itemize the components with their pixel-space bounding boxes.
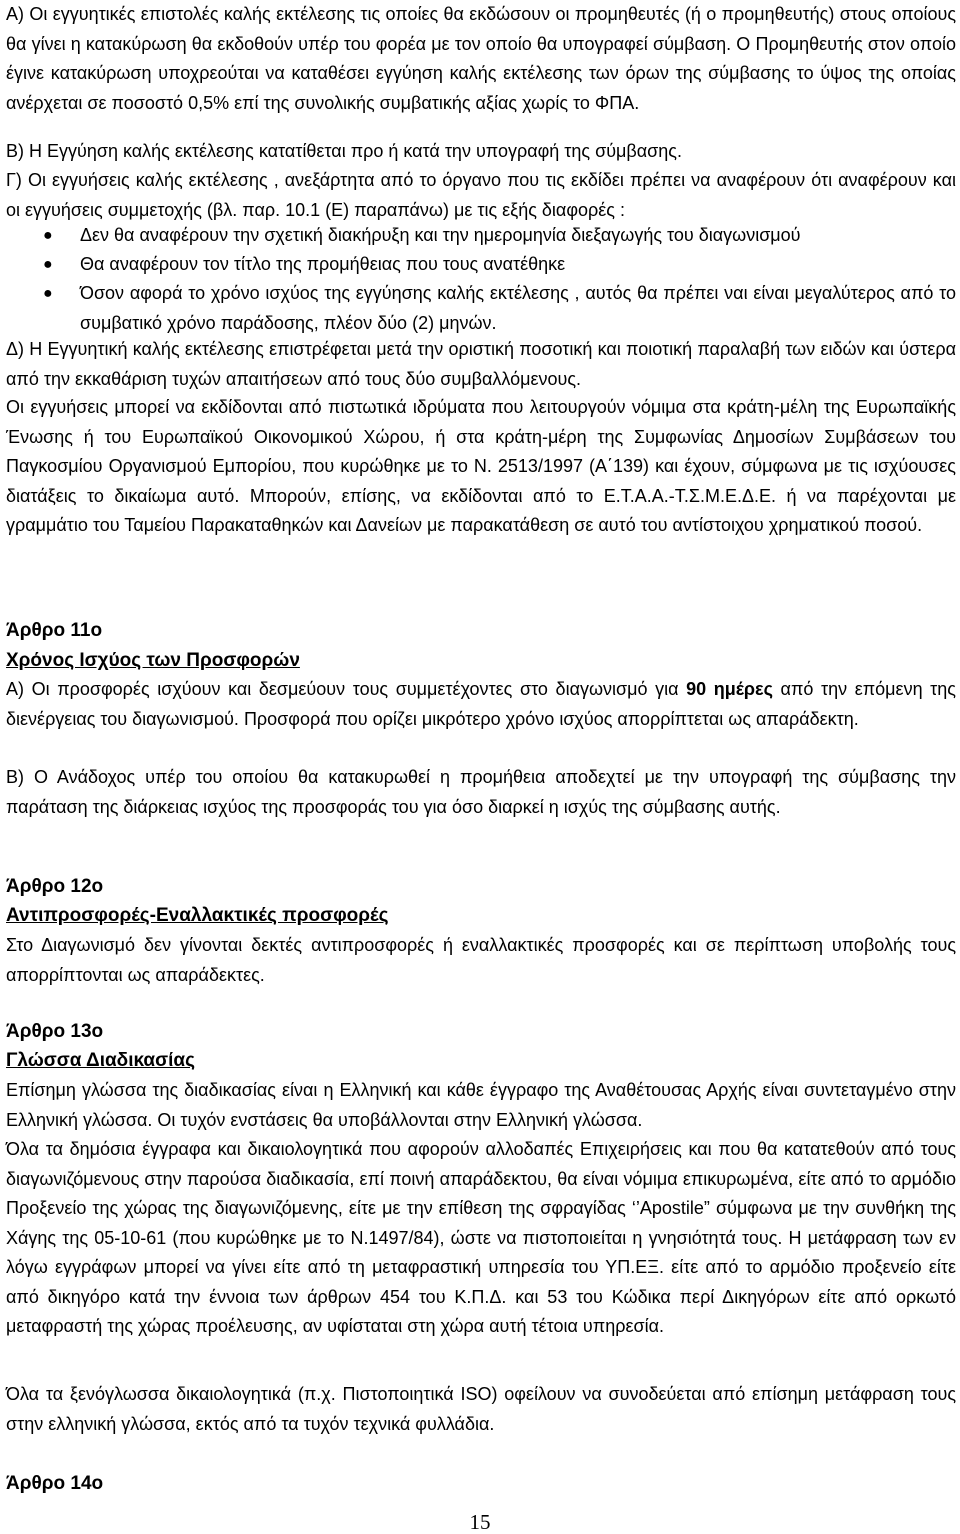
list-item-text: Δεν θα αναφέρουν την σχετική διακήρυξη και την ημερομηνία διεξαγωγής του διαγωνισμού	[80, 225, 801, 245]
article-11-paragraph-a: Α) Οι προσφορές ισχύουν και δεσμεύουν τους συμμετέχοντες στο διαγωνισμό για 90 ημέρες από την επόμενη της διενέργειας του διαγωνισμού. Προσφορά που ορίζει μικρότερο χρόνο ισχύος απορρίπτεται ως απαράδεκτη.	[6, 679, 956, 729]
list-item-text: Θα αναφέρουν τον τίτλο της προμήθειας που τους ανατέθηκε	[80, 254, 566, 274]
article-11-heading: Άρθρο 11ο	[6, 620, 103, 641]
bullet-icon: ●	[43, 256, 53, 273]
paragraph-guarantee-g: Γ) Οι εγγυήσεις καλής εκτέλεσης , ανεξάρτητα από το όργανο που τις εκδίδει πρέπει να αναφέρουν ότι αναφέρουν και οι εγγυήσεις συμμετοχής (βλ. παρ. 10.1 (Ε) παραπάνω) με τις εξής διαφορές :	[6, 170, 956, 220]
article-13-paragraph-3: Όλα τα ξενόγλωσσα δικαιολογητικά (π.χ. Πιστοποιητικά ISO) οφείλουν να συνοδεύεται από επίσημη μετάφραση τους στην ελληνική γλώσσα, εκτός από τα τυχόν τεχνικά φυλλάδια.	[6, 1384, 956, 1434]
article-12-heading: Άρθρο 12ο	[6, 876, 104, 897]
article-13-heading: Άρθρο 13ο	[6, 1021, 104, 1042]
page-number: 15	[469, 1510, 491, 1534]
list-item-text: Όσον αφορά το χρόνο ισχύος της εγγύησης καλής εκτέλεσης , αυτός θα πρέπει ναι είναι μεγαλύτερος από το συμβατικό χρόνο παράδοσης, πλέον δύο (2) μηνών.	[80, 283, 956, 333]
paragraph-guarantee-issuers: Οι εγγυήσεις μπορεί να εκδίδονται από πιστωτικά ιδρύματα που λειτουργούν νόμιμα στα κράτη-μέλη της Ευρωπαϊκής Ένωσης ή του Ευρωπαϊκού Οικονομικού Χώρου, ή στα κράτη-μέρη της Συμφωνίας Δημοσίων Συμβάσεων του Παγκοσμίου Οργανισμού Εμπορίου, που κυρώθηκε με το Ν. 2513/1997 (Α΄139) και έχουν, σύμφωνα με τις ισχύουσες διατάξεις το δικαίωμα αυτό. Μπορούν, επίσης, να εκδίδονται από το Ε.Τ.Α.Α.-Τ.Σ.Μ.Ε.Δ.Ε. ή να παρέχονται με γραμμάτιο του Ταμείου Παρακαταθηκών και Δανείων με παρακατάθεση σε αυτό του αντίστοιχου χρηματικού ποσού.	[6, 397, 956, 535]
validity-days: 90 ημέρες	[686, 679, 773, 699]
article-13-paragraph-1: Επίσημη γλώσσα της διαδικασίας είναι η Ελληνική και κάθε έγγραφο της Αναθέτουσας Αρχής είναι συντεταγμένο στην Ελληνική γλώσσα. Οι τυχόν ενστάσεις θα υποβάλλονται στην Ελληνική γλώσσα.	[6, 1080, 956, 1130]
article-11-paragraph-b: Β) Ο Ανάδοχος υπέρ του οποίου θα κατακυρωθεί η προμήθεια αποδεχτεί με την υπογραφή της σύμβασης την παράταση της διάρκειας ισχύος της προσφοράς του για όσο διαρκεί η ισχύς της σύμβασης αυτής.	[6, 767, 956, 817]
bullet-icon: ●	[43, 285, 53, 302]
paragraph-guarantee-a: Α) Οι εγγυητικές επιστολές καλής εκτέλεσης τις οποίες θα εκδώσουν οι προμηθευτές (ή ο προμηθευτής) στους οποίους θα γίνει η κατακύρωση θα εκδοθούν υπέρ του φορέα με τον οποίο θα υπογραφεί σύμβαση. Ο Προμηθευτής στον οποίο έγινε κατακύρωση υποχρεούται να καταθέσει εγγύηση καλής εκτέλεσης των όρων της σύμβασης το ύψος της οποίας ανέρχεται σε ποσοστό 0,5% επί της συνολικής συμβατικής αξίας χωρίς το ΦΠΑ.	[6, 4, 956, 113]
article-13-paragraph-2: Όλα τα δημόσια έγγραφα και δικαιολογητικά που αφορούν αλλοδαπές Επιχειρήσεις και που θα κατατεθούν από τους διαγωνιζόμενους στην παρούσα διαδικασία, επί ποινή απαράδεκτου, θα είναι νόμιμα επικυρωμένα, είτε από το αρμόδιο Προξενείο της χώρας της διαγωνιζόμενης, είτε με την επίθεση της σφραγίδας ‘’Apostile” σύμφωνα με την συνθήκη της Χάγης της 05-10-61 (που κυρώθηκε με το Ν.1497/84), ώστε να πιστοποιείται η γνησιότητά τους. Η μετάφραση των εν λόγω εγγράφων μπορεί να γίνει είτε από τη μεταφραστική υπηρεσία του ΥΠ.ΕΞ. είτε από το αρμόδιο προξενείο είτε από δικηγόρο κατά την έννοια των άρθρων 454 του Κ.Π.Δ. και 53 του Κώδικα περί Δικηγόρων είτε από ορκωτό μεταφραστή της χώρας προέλευσης, αν υφίσταται στη χώρα αυτή τέτοια υπηρεσία.	[6, 1139, 956, 1336]
bullet-icon: ●	[43, 227, 53, 244]
paragraph-guarantee-d: Δ) Η Εγγυητική καλής εκτέλεσης επιστρέφεται μετά την οριστική ποσοτική και ποιοτική παραλαβή των ειδών και ύστερα από την εκκαθάριση τυχών απαιτήσεων από τους δύο συμβαλλόμενους.	[6, 339, 956, 389]
article-13-title: Γλώσσα Διαδικασίας	[6, 1050, 195, 1071]
paragraph-guarantee-b: Β) Η Εγγύηση καλής εκτέλεσης κατατίθεται προ ή κατά την υπογραφή της σύμβασης.	[6, 141, 682, 161]
article-12-title: Αντιπροσφορές-Εναλλακτικές προσφορές	[6, 905, 389, 926]
article-14-heading: Άρθρο 14ο	[6, 1473, 104, 1494]
article-11-title: Χρόνος Ισχύος των Προσφορών	[6, 650, 300, 671]
article-12-paragraph: Στο Διαγωνισμό δεν γίνονται δεκτές αντιπροσφορές ή εναλλακτικές προσφορές και σε περίπτωση υποβολής τους απορρίπτονται ως απαράδεκτες.	[6, 935, 956, 985]
